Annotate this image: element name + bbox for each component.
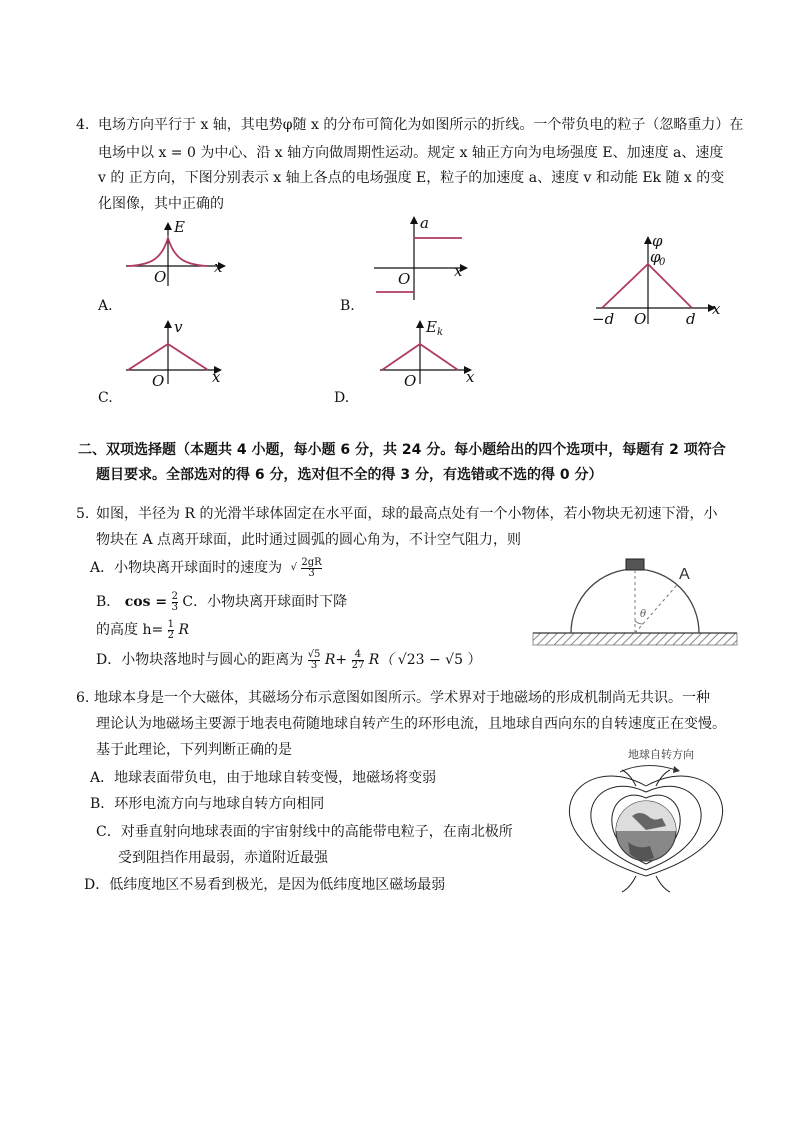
graph-b-origin: O (398, 270, 411, 288)
graph-a-y-label: E (174, 218, 185, 236)
q6-option-d: D．低纬度地区不易看到极光，是因为低纬度地区磁场最弱 (84, 877, 446, 893)
graph-a-e-x (122, 220, 232, 290)
q5-option-b-h-num: 1 (167, 618, 175, 630)
q5-option-a-root (291, 563, 297, 573)
option-a-label: A. (98, 298, 113, 314)
q5-option-b-den: 3 (171, 601, 178, 613)
q4-number: 4. (76, 117, 90, 133)
q5-option-b-fraction (172, 592, 178, 613)
q5-option-d-frac2-num: 4 (352, 650, 365, 661)
q5-option-a-root-sign: √ (290, 562, 297, 573)
section2-header-line1: 二、双项选择题（本题共 4 小题，每小题 6 分，共 24 分。每小题给出的四个选项中，每题有 2 项符合 (78, 442, 726, 458)
q5-option-a-num: 2gR (301, 556, 322, 568)
q5-option-a-text: A．小物块离开球面时的速度为 (90, 560, 283, 576)
q5-option-b-cos: cos = (124, 594, 168, 610)
ground (533, 633, 737, 645)
q4-text-line1: 电场方向平行于 x 轴，其电势φ随 x 的分布可简化为如图所示的折线。一个带负电的粒子（忽略重力）在 (98, 117, 744, 133)
q5-option-b-h-den: 2 (167, 629, 175, 641)
angle-arc (635, 621, 643, 624)
theta-label: θ (640, 609, 647, 620)
graph-a-x-label: x (214, 258, 223, 276)
q4-text-line4: 化图像，其中正确的 (98, 196, 224, 212)
graph-a-origin: O (154, 268, 167, 286)
graph-d-ek-x (376, 316, 486, 390)
option-d-label: D. (334, 390, 350, 406)
y-arrow (164, 320, 172, 328)
q5-option-b-h-fraction (168, 620, 174, 641)
y-arrow (644, 236, 652, 244)
y-arrow (164, 222, 172, 230)
q5-option-d-frac1 (308, 650, 321, 671)
q5-option-d-end: ） (467, 652, 482, 668)
q5-text-line1: 如图，半径为 R 的光滑半球体固定在水平面，球的最高点处有一个小物体，若小物块无初速下滑，小 (96, 506, 718, 522)
q6-text-line2: 理论认为地磁场主要源于地表电荷随地球自转产生的环形电流，且地球自西向东的自转速度正在变慢。 (96, 716, 726, 732)
phi-x-label: x (712, 300, 721, 318)
rotation-label: 地球自转方向 (628, 748, 694, 761)
q5-option-d-frac1-num: √5 (307, 648, 321, 660)
q6-option-c-line2: 受到阻挡作用最弱，赤道附近最强 (118, 850, 328, 866)
graph-d-x-label: x (466, 368, 475, 386)
graph-c-y-label: v (174, 318, 183, 336)
q6-option-a: A．地球表面带负电，由于地球自转变慢，地磁场将变弱 (90, 770, 437, 786)
graph-b-y-label: a (420, 214, 429, 232)
q5-text-line2: 物块在 A 点离开球面，此时通过圆弧的圆心角为，不计空气阻力，则 (96, 532, 522, 548)
q6-text-line3: 基于此理论，下列判断正确的是 (96, 742, 292, 758)
q5-option-d (96, 648, 481, 673)
graph-b-a-x (370, 214, 490, 304)
graph-c-v-x (122, 316, 232, 390)
q4-text-line3: v 的 正方向，下图分别表示 x 轴上各点的电场强度 E，粒子的加速度 a、速度 v 和动能 Ek 随 x 的变 (98, 170, 725, 186)
q6-number: 6. (76, 690, 90, 706)
q6-option-c-line1: C．对垂直射向地球表面的宇宙射线中的高能带电粒子，在南北极所 (96, 824, 513, 840)
graph-b-x-label: x (454, 262, 463, 280)
phi-line (602, 264, 692, 308)
phi-d: d (686, 310, 696, 328)
q5-option-a-den: 3 (308, 567, 315, 579)
q6-text-line1: 地球本身是一个大磁体，其磁场分布示意图如图所示。学术界对于地磁场的形成机制尚无共识。一种 (94, 690, 710, 706)
graph-c-x-label: x (212, 368, 221, 386)
q5-option-d-r2: R（ (368, 652, 394, 668)
q5-option-d-frac2 (352, 650, 365, 671)
q5-option-a-fraction (301, 558, 321, 579)
y-arrow (410, 216, 418, 224)
graph-c-origin: O (152, 372, 165, 390)
option-b-label: B. (340, 298, 355, 314)
rotation-arrowhead (673, 766, 680, 773)
graph-d-y-sub: k (437, 327, 444, 338)
q4-text-line2: 电场中以 x = 0 为中心、沿 x 轴方向做周期性运动。规定 x 轴正方向为电场强度 E、加速度 a、速度 (98, 145, 724, 161)
phi-peak-sub: 0 (659, 257, 666, 268)
point-a-label: A (679, 566, 690, 583)
phi-peak-label: φ (650, 248, 661, 266)
graph-phi-x (590, 232, 730, 332)
q5-option-d-expr: √23 − √5 (397, 652, 463, 668)
q5-option-d-frac1-den: 3 (310, 659, 318, 671)
section2-header-line2: 题目要求。全部选对的得 6 分，选对但不全的得 3 分，有选错或不选的得 0 分） (96, 467, 603, 483)
q5-option-b-line2 (96, 618, 189, 643)
q6-option-b: B．环形电流方向与地球自转方向相同 (90, 796, 325, 812)
q6-earth-field-figure (536, 746, 756, 896)
y-arrow (416, 320, 424, 328)
q5-hemisphere-figure (533, 555, 743, 650)
q5-option-b-text: C．小物块离开球面时下降 (182, 594, 348, 610)
option-c-label: C. (98, 390, 113, 406)
graph-d-origin: O (404, 372, 417, 390)
q5-option-b-prefix: B． (96, 594, 121, 610)
q5-option-b-h-label: 的高度 h= (96, 622, 164, 638)
q5-option-b-h-r: R (178, 622, 190, 638)
q5-option-b (96, 590, 347, 615)
phi-neg-d: −d (592, 310, 615, 328)
phi-y-label: φ (652, 232, 663, 250)
q5-option-d-text: D．小物块落地时与圆心的距离为 (96, 652, 304, 668)
graph-d-y-label: E (426, 318, 437, 336)
phi-origin: O (634, 310, 647, 328)
q5-number: 5. (76, 506, 90, 522)
q5-option-b-num: 2 (171, 590, 178, 602)
q5-option-d-frac2-den: 27 (351, 659, 365, 671)
q5-option-a (90, 556, 322, 581)
q5-option-d-r1: R+ (324, 652, 348, 668)
small-block (626, 559, 644, 570)
